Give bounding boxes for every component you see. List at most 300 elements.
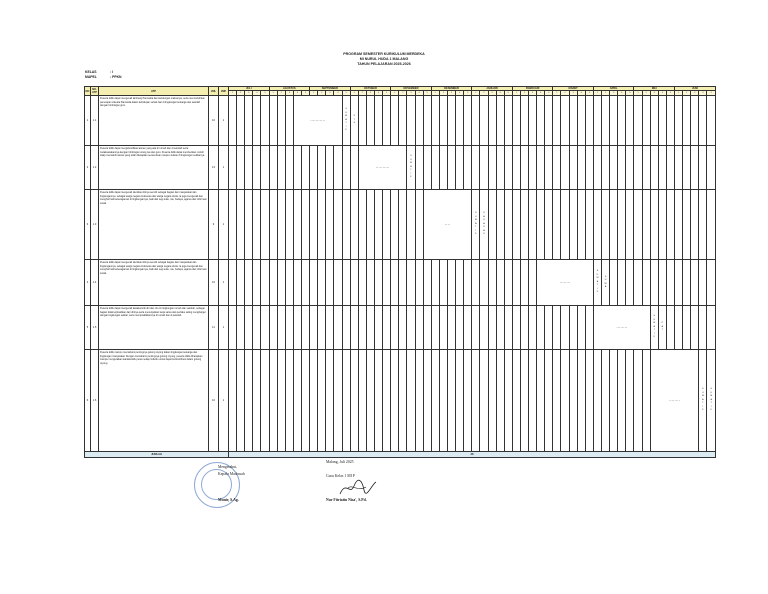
week-cell (245, 190, 253, 260)
week-header: 2 (358, 91, 366, 96)
header-atp: ATP (99, 87, 209, 96)
week-header: 5 (423, 91, 431, 96)
program-semester-table (84, 86, 716, 458)
week-cell (472, 350, 480, 452)
week-cell (423, 96, 431, 146)
week-header: 4 (374, 91, 382, 96)
week-cell (585, 190, 593, 260)
week-cell (464, 96, 472, 146)
week-cell (691, 306, 699, 350)
week-cell (504, 306, 512, 350)
week-header: 4 (699, 91, 707, 96)
week-cell (480, 146, 488, 190)
week-cell (634, 146, 642, 190)
week-cell (366, 190, 374, 260)
week-cell (342, 350, 350, 452)
week-cell (634, 260, 642, 306)
week-cell (229, 190, 237, 260)
week-cell (334, 350, 342, 452)
week-header: 3 (285, 91, 293, 96)
week-cell (699, 260, 707, 306)
week-cell (261, 260, 269, 306)
week-cell (439, 350, 447, 452)
week-cell (383, 96, 391, 146)
week-header: 4 (253, 91, 261, 96)
table-row (85, 306, 716, 350)
week-cell (229, 146, 237, 190)
week-cell (691, 146, 699, 190)
week-cell (439, 306, 447, 350)
week-header: 2 (277, 91, 285, 96)
week-cell (650, 190, 658, 260)
week-cell (464, 350, 472, 452)
week-cell (675, 96, 683, 146)
week-cell (285, 306, 293, 350)
week-cell (245, 96, 253, 146)
week-cell (472, 260, 480, 306)
week-header: 5 (707, 91, 716, 96)
week-cell (391, 260, 399, 306)
week-cell (553, 96, 561, 146)
row-atp-text: Peserta didik dapat mengenali lambang Pancasila dan kandungan maknanya, serta mencontohkan penerapan sila-sila Pancasila dalam kehidupan sehari-hari di lingkungan keluarga dan sekolah dengan bimbingan guru. (99, 96, 209, 146)
week-cell (456, 96, 464, 146)
doc-title-line1: PROGRAM SEMESTER KURIKULUM MERDEKA (343, 52, 425, 56)
header-jml: JML (209, 87, 219, 96)
week-cell (277, 190, 285, 260)
sign-left-role1: Mengetahui, (218, 465, 238, 469)
week-header: 2 (318, 91, 326, 96)
row-jmp: 1 (219, 260, 229, 306)
week-cell (464, 260, 472, 306)
week-header: 3 (650, 91, 658, 96)
table-row (85, 190, 716, 260)
week-cell (480, 350, 488, 452)
week-cell (699, 306, 707, 350)
week-header: 3 (326, 91, 334, 96)
week-header: 4 (537, 91, 545, 96)
footer-row (85, 452, 716, 458)
row-no: 2 (85, 146, 91, 190)
week-cell (626, 190, 634, 260)
week-cell (310, 260, 318, 306)
week-cell (496, 190, 504, 260)
week-cell (399, 190, 407, 260)
sumatif-marker: S U M A T I F (472, 190, 480, 260)
week-cell (334, 260, 342, 306)
week-header: 5 (504, 91, 512, 96)
week-cell (537, 306, 545, 350)
week-cell (707, 96, 716, 146)
week-cell (391, 190, 399, 260)
week-cell (504, 96, 512, 146)
week-cell (666, 96, 674, 146)
week-cell (610, 146, 618, 190)
week-cell (342, 306, 350, 350)
week-cell (537, 96, 545, 146)
week-cell (553, 350, 561, 452)
week-cell (480, 260, 488, 306)
month-header: MARET (553, 87, 594, 91)
week-cell (229, 96, 237, 146)
week-cell (610, 96, 618, 146)
week-cell (423, 350, 431, 452)
week-cell (561, 146, 569, 190)
week-cell (504, 190, 512, 260)
week-cell (496, 96, 504, 146)
table-row (85, 146, 716, 190)
week-header: 5 (585, 91, 593, 96)
row-atp-text: Peserta didik mampu memahami pentingnya gotong royong dalam lingkungan keluarga dan lingkungan masyarakat. Dengan memahami pentingnya gotong royong, peserta didik diharapkan mampu menguraikan karakteristik peran setiap individu untuk dapat berkontribusi dalam gotong royong. (99, 350, 209, 452)
week-cell (585, 306, 593, 350)
week-cell (431, 350, 439, 452)
week-cell (610, 350, 618, 452)
week-cell (504, 146, 512, 190)
week-cell (431, 96, 439, 146)
week-header: 1 (229, 91, 237, 96)
week-cell (512, 306, 520, 350)
week-cell (229, 260, 237, 306)
week-cell (350, 350, 358, 452)
week-cell (301, 306, 309, 350)
week-cell (407, 306, 415, 350)
month-header: FEBRUARI (512, 87, 553, 91)
week-cell (269, 146, 277, 190)
month-header: DESEMBER (431, 87, 472, 91)
week-cell (350, 190, 358, 260)
week-cell (423, 146, 431, 190)
week-cell (358, 190, 366, 260)
week-cell (699, 146, 707, 190)
row-atp-text: Peserta didik dapat mengenali identitas dirinya sendiri sebagai bagian dari masyarakat dan lingkungannya, sebagai warga negara Indonesia dan warga negara dunia. Ia juga mengenali dan menghormati keberagaman di lingkungannya, baik dari segi suku, ras, budaya, agama dan informasi sosial. (99, 260, 209, 306)
week-cell (431, 306, 439, 350)
week-cell (439, 146, 447, 190)
week-cell (391, 350, 399, 452)
week-cell (642, 350, 650, 452)
month-header: JUNI (675, 87, 716, 91)
week-header: 2 (561, 91, 569, 96)
week-cell (253, 146, 261, 190)
week-cell (520, 260, 528, 306)
month-header: OKTOBER (350, 87, 391, 91)
week-cell (512, 190, 520, 260)
week-header: 4 (496, 91, 504, 96)
week-cell (707, 146, 716, 190)
week-cell (496, 350, 504, 452)
week-cell (529, 306, 537, 350)
sumatif-marker: S U M A T I F (699, 350, 707, 452)
week-header: 5 (464, 91, 472, 96)
week-header: 5 (666, 91, 674, 96)
week-cell (675, 306, 683, 350)
week-cell (310, 350, 318, 452)
week-cell (610, 260, 618, 306)
week-cell (269, 260, 277, 306)
week-cell (374, 306, 382, 350)
month-header: MEI (634, 87, 675, 91)
week-cell (439, 96, 447, 146)
week-cell (350, 146, 358, 190)
week-cell (366, 260, 374, 306)
week-cell (301, 146, 309, 190)
week-cell (569, 306, 577, 350)
week-header: 2 (439, 91, 447, 96)
sumatif-marker: S U M A T I F (407, 146, 415, 190)
week-cell (569, 146, 577, 190)
week-cell (456, 306, 464, 350)
week-header: 5 (261, 91, 269, 96)
week-cell (666, 306, 674, 350)
week-header: 3 (691, 91, 699, 96)
week-cell (593, 350, 601, 452)
week-header: 5 (301, 91, 309, 96)
week-cell (277, 306, 285, 350)
mapel-value: : PPKN (110, 75, 122, 79)
week-cell (577, 96, 585, 146)
week-header: 2 (237, 91, 245, 96)
header-jmp: JMP (219, 87, 229, 96)
week-cell (245, 146, 253, 190)
sign-right-name: Nur Fitriatin Nisa', S.Pd. (326, 498, 367, 502)
week-cell (626, 146, 634, 190)
week-cell (561, 350, 569, 452)
week-cell (423, 260, 431, 306)
week-cell (407, 260, 415, 306)
week-cell (496, 260, 504, 306)
row-no: 6 (85, 350, 91, 452)
week-cell (277, 350, 285, 452)
week-header: 2 (399, 91, 407, 96)
week-header: 1 (553, 91, 561, 96)
week-cell (261, 146, 269, 190)
week-cell (585, 350, 593, 452)
row-atp-code: 1.1 (91, 96, 99, 146)
week-header: 1 (431, 91, 439, 96)
footer-total: 38 (229, 452, 716, 458)
week-cell (504, 350, 512, 452)
week-cell (545, 190, 553, 260)
week-header: 5 (626, 91, 634, 96)
week-cell (537, 350, 545, 452)
week-cell (602, 190, 610, 260)
week-header: 1 (593, 91, 601, 96)
row-atp-code: 1.3 (91, 190, 99, 260)
week-activity-dots: • • • • • • • • • • (358, 146, 407, 190)
week-cell (642, 260, 650, 306)
week-activity-dots: • • • • • • • • • • • (293, 96, 342, 146)
week-header: 1 (634, 91, 642, 96)
week-cell (245, 260, 253, 306)
week-cell (237, 260, 245, 306)
week-cell (675, 190, 683, 260)
week-cell (472, 306, 480, 350)
week-cell (456, 146, 464, 190)
mapel-label: MAPEL (85, 75, 97, 79)
week-cell (683, 190, 691, 260)
week-cell (358, 260, 366, 306)
week-cell (593, 96, 601, 146)
week-cell (269, 350, 277, 452)
week-cell (593, 146, 601, 190)
week-cell (650, 96, 658, 146)
week-header: 5 (383, 91, 391, 96)
sumatif-marker-2: S U M A T I F (707, 350, 716, 452)
week-cell (699, 190, 707, 260)
footer-label: JUMLAH (85, 452, 229, 458)
week-header: 3 (407, 91, 415, 96)
kelas-value: : I (110, 70, 114, 74)
week-cell (642, 96, 650, 146)
week-cell (310, 146, 318, 190)
week-cell (318, 190, 326, 260)
row-no: 4 (85, 260, 91, 306)
week-header: 4 (415, 91, 423, 96)
row-jmp: 1 (219, 350, 229, 452)
week-cell (383, 190, 391, 260)
week-cell (374, 260, 382, 306)
week-cell (472, 96, 480, 146)
row-atp-text: Peserta didik dapat mengenali karakteristik diri dan ciri-ciri lingkungan rumah dan sekolah, sebagai bagian tidak terpisahkan dari dirinya serta menunjukkan kerja sama dan perilaku saling menghargai dengan lingkungan sekitar, serta mempraktikkannya di rumah dan di sekolah. (99, 306, 209, 350)
week-cell (366, 96, 374, 146)
week-cell (512, 146, 520, 190)
week-cell (253, 96, 261, 146)
week-cell (675, 260, 683, 306)
row-jmp: 1 (219, 146, 229, 190)
week-cell (683, 146, 691, 190)
week-cell (447, 96, 455, 146)
week-cell (529, 350, 537, 452)
week-cell (253, 190, 261, 260)
week-header: 4 (293, 91, 301, 96)
week-cell (529, 146, 537, 190)
row-jml: 11 (209, 306, 219, 350)
row-jml: 10 (209, 350, 219, 452)
week-cell (423, 306, 431, 350)
week-header: 3 (447, 91, 455, 96)
week-cell (707, 260, 716, 306)
week-cell (569, 190, 577, 260)
week-cell (293, 146, 301, 190)
week-cell (285, 260, 293, 306)
week-header: 4 (618, 91, 626, 96)
week-cell (318, 350, 326, 452)
week-cell (366, 350, 374, 452)
week-cell (529, 96, 537, 146)
week-cell (415, 96, 423, 146)
header-no-atp: NO. ATP (92, 88, 97, 94)
week-cell (326, 190, 334, 260)
week-cell (585, 96, 593, 146)
sign-left-role2: Kepala Madrasah (218, 472, 245, 476)
week-header: 4 (658, 91, 666, 96)
week-cell (666, 146, 674, 190)
week-cell (577, 350, 585, 452)
week-cell (618, 96, 626, 146)
week-cell (415, 306, 423, 350)
week-cell (310, 306, 318, 350)
week-cell (520, 350, 528, 452)
row-atp-text: Peserta didik dapat mengidentifikasi aturan yang ada di rumah dan di sekolah serta melaksanakannya dengan bimbingan orang tua dan guru. Peserta didik dapat memberikan contoh sikap mematuhi aturan yang telah ditetapkan secara lisan maupun tulisan di lingkungan sekitarnya. (99, 146, 209, 190)
week-cell (374, 190, 382, 260)
week-cell (634, 190, 642, 260)
week-cell (520, 306, 528, 350)
row-jmp: 1 (219, 190, 229, 260)
week-cell (245, 350, 253, 452)
week-cell (545, 96, 553, 146)
week-cell (285, 350, 293, 452)
week-cell (407, 96, 415, 146)
week-cell (496, 146, 504, 190)
sumatif-marker: S U M A T I F (650, 306, 658, 350)
sign-place-date: Malang, Juli 2025 (326, 460, 354, 464)
week-cell (512, 350, 520, 452)
week-cell (602, 350, 610, 452)
week-cell (691, 260, 699, 306)
week-cell (399, 260, 407, 306)
week-cell (245, 306, 253, 350)
week-header: 1 (512, 91, 520, 96)
row-no: 3 (85, 190, 91, 260)
week-cell (456, 260, 464, 306)
week-cell (520, 146, 528, 190)
week-cell (285, 96, 293, 146)
week-cell (634, 350, 642, 452)
sumatif-marker-2: P A T (658, 306, 666, 350)
doc-title-line2: MI NURUL HUDA 1 MALANG (359, 57, 409, 61)
week-cell (569, 350, 577, 452)
week-header: 2 (520, 91, 528, 96)
sumatif-marker-2: S U M A (602, 260, 610, 306)
week-cell (261, 96, 269, 146)
week-cell (488, 306, 496, 350)
week-cell (391, 96, 399, 146)
week-cell (301, 190, 309, 260)
week-cell (610, 190, 618, 260)
week-cell (285, 190, 293, 260)
week-cell (261, 350, 269, 452)
week-cell (342, 190, 350, 260)
week-cell (585, 146, 593, 190)
week-activity-dots: • • • • • • • • (537, 260, 594, 306)
week-cell (293, 190, 301, 260)
week-cell (561, 96, 569, 146)
month-header: APRIL (593, 87, 634, 91)
month-header: NOVEMBER (391, 87, 432, 91)
week-cell (326, 260, 334, 306)
row-atp-code: 1.5 (91, 306, 99, 350)
row-atp-text: Peserta didik dapat mengenali identitas dirinya sendiri sebagai bagian dari masyarakat dan lingkungannya, sebagai warga negara Indonesia dan warga negara dunia. Ia juga mengenali dan menghormati keberagaman di lingkungannya, baik dari segi suku, ras, budaya, agama dan informasi sosial. (99, 190, 209, 260)
row-jmp: 1 (219, 96, 229, 146)
week-header: 2 (683, 91, 691, 96)
week-cell (650, 146, 658, 190)
table-row (85, 96, 716, 146)
week-cell (683, 306, 691, 350)
week-cell (293, 306, 301, 350)
table-row (85, 350, 716, 452)
week-cell (480, 306, 488, 350)
week-cell (545, 350, 553, 452)
week-header: 1 (675, 91, 683, 96)
week-cell (237, 146, 245, 190)
week-cell (658, 146, 666, 190)
row-jmp: 1 (219, 306, 229, 350)
week-cell (447, 350, 455, 452)
week-cell (577, 190, 585, 260)
week-cell (415, 260, 423, 306)
week-cell (691, 96, 699, 146)
week-cell (350, 260, 358, 306)
row-no: 5 (85, 306, 91, 350)
week-cell (675, 146, 683, 190)
